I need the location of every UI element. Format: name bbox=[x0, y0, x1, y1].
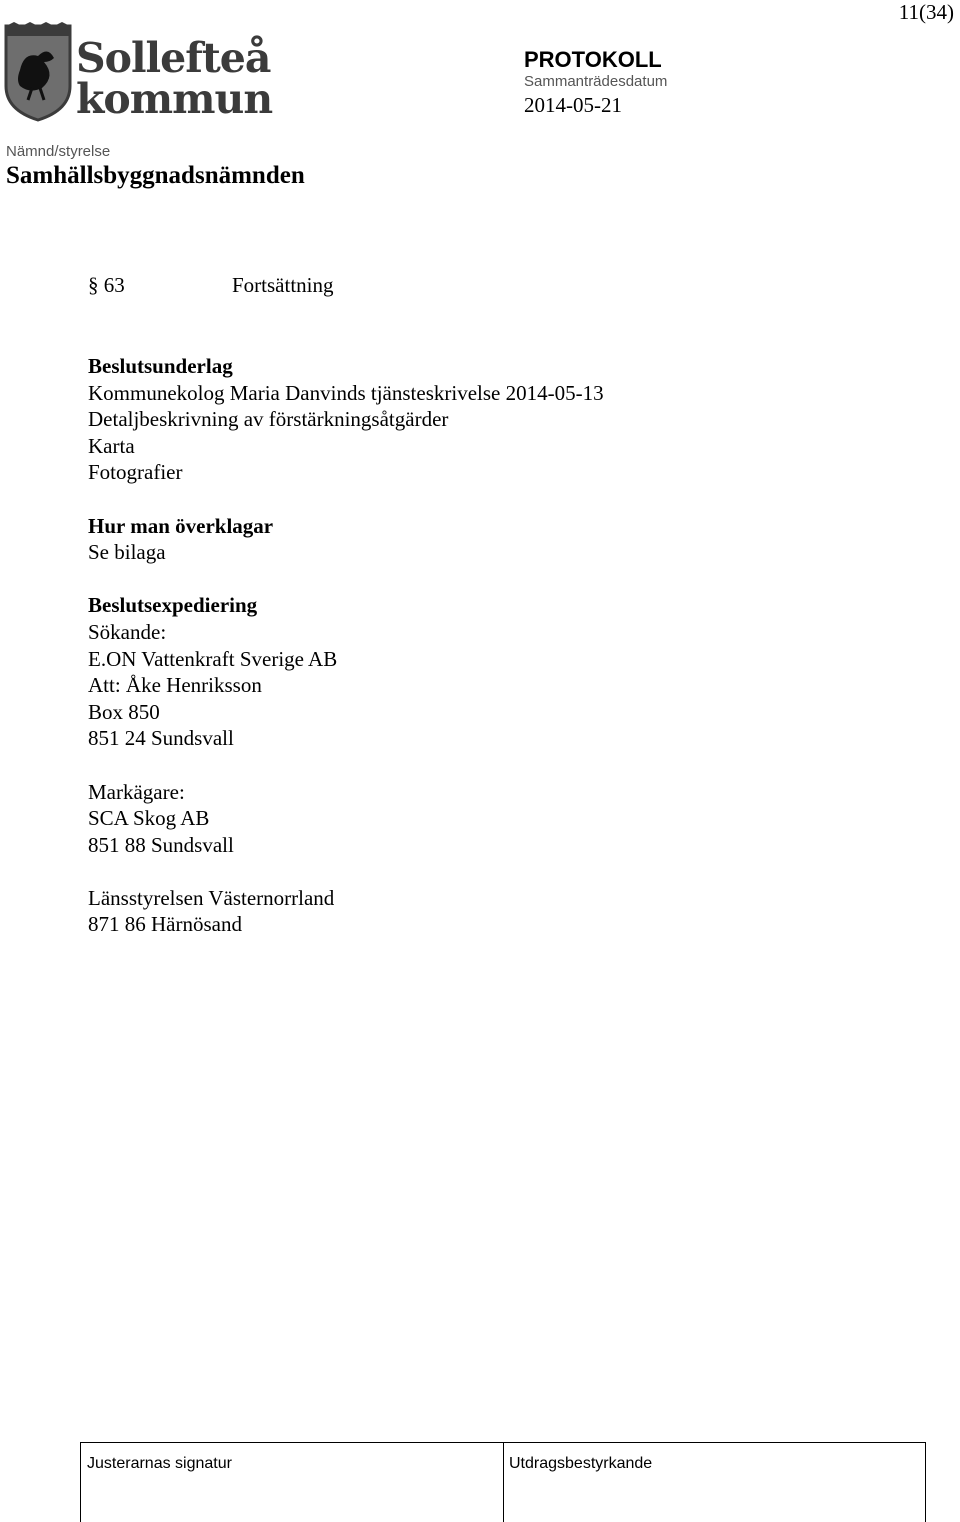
appeal-text: Se bilaga bbox=[88, 540, 166, 565]
extract-certification-label: Utdragsbestyrkande bbox=[509, 1455, 653, 1472]
dispatch-heading: Beslutsexpediering bbox=[88, 593, 258, 618]
logo-line-1: Sollefteå bbox=[76, 34, 271, 82]
address-line: E.ON Vattenkraft Sverige AB bbox=[88, 646, 338, 671]
address-line: 851 24 Sundsvall bbox=[88, 726, 234, 751]
document-body bbox=[88, 353, 604, 938]
decision-basis-heading: Beslutsunderlag bbox=[88, 354, 233, 378]
document-type: PROTOKOLL bbox=[524, 47, 662, 72]
applicant-label: Sökande: bbox=[88, 619, 167, 644]
signature-box bbox=[80, 1442, 926, 1522]
page-number: 11(34) bbox=[898, 0, 954, 24]
basis-item: Kommunekolog Maria Danvinds tjänsteskrivelse 2014-05-13 bbox=[88, 380, 604, 405]
basis-item: Karta bbox=[88, 433, 135, 458]
basis-item: Fotografier bbox=[88, 460, 183, 485]
logo-wordmark bbox=[76, 34, 273, 123]
board-name: Samhällsbyggnadsnämnden bbox=[6, 162, 305, 189]
section-title: Fortsättning bbox=[232, 273, 334, 297]
meeting-date: 2014-05-21 bbox=[524, 93, 622, 117]
address-line: 871 86 Härnösand bbox=[88, 912, 242, 937]
address-line: Länsstyrelsen Västernorrland bbox=[88, 885, 335, 910]
appeal-heading: Hur man överklagar bbox=[88, 513, 274, 538]
adjusters-signature-label: Justerarnas signatur bbox=[87, 1455, 232, 1472]
address-line: SCA Skog AB bbox=[88, 806, 210, 831]
board-label: Nämnd/styrelse bbox=[6, 143, 111, 160]
coat-of-arms-icon bbox=[2, 22, 74, 122]
logo-line-2: kommun bbox=[76, 75, 273, 123]
signature-divider bbox=[503, 1443, 504, 1522]
section-header bbox=[88, 273, 334, 298]
section-number: § 63 bbox=[88, 273, 125, 297]
address-line: Box 850 bbox=[88, 699, 160, 724]
address-line: 851 88 Sundsvall bbox=[88, 832, 234, 857]
meeting-date-label: Sammanträdesdatum bbox=[524, 73, 668, 90]
basis-item: Detaljbeskrivning av förstärkningsåtgärder bbox=[88, 407, 449, 432]
address-line: Att: Åke Henriksson bbox=[88, 673, 262, 698]
landowner-label: Markägare: bbox=[88, 779, 185, 804]
